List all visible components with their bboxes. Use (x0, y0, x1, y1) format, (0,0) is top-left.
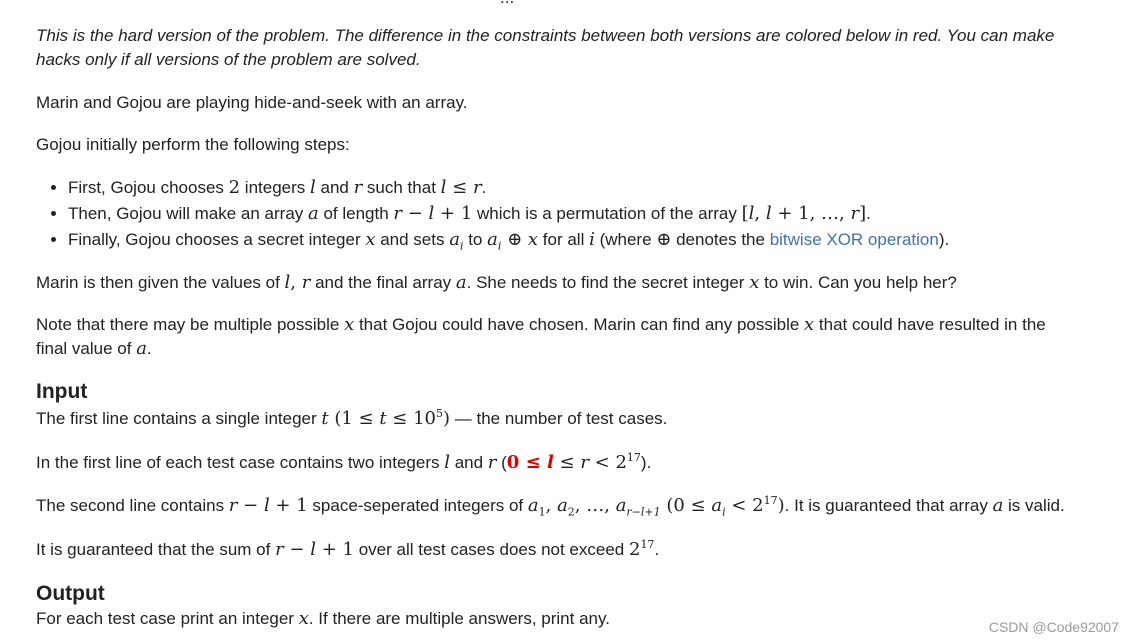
header-fragment (500, 0, 720, 4)
legend-line-1: This is the hard version of the problem. The difference in the constraints between both versions are colored below in red. You can make (36, 26, 1055, 45)
bitwise-xor-link[interactable]: bitwise XOR operation (769, 230, 939, 249)
input-section-title: Input (36, 380, 88, 403)
story-paragraph-3: Marin is then given the values of l, r and the final array a. She needs to find the secret integer x to win. Can you help her? (36, 272, 957, 293)
output-line-1: For each test case print an integer x. If there are multiple answers, print any. (36, 608, 610, 629)
input-line-1: The first line contains a single integer t $(1 \le t \le 10^5)$ — the number of test cases. (36, 407, 668, 429)
list-item: • First, Gojou chooses 2 integers l and r such that l ≤ r. (68, 175, 1134, 201)
watermark: CSDN @Code92007 (988, 619, 1119, 635)
steps-list (36, 175, 1134, 253)
input-line-3: The second line contains r − l + 1 space-seperated integers of $a_1$, $a_2$, …, $a_{r-l+1}$ $(0 \le a_i < 2^{17})$. It is guaranteed that array a is valid. (36, 494, 1065, 519)
list-item: • Then, Gojou will make an array a of length r − l + 1 which is a permutation of the array [l, l + 1, …, r]. (68, 201, 1134, 227)
story-paragraph-1: Marin and Gojou are playing hide-and-seek with an array. (36, 93, 468, 112)
input-line-4: It is guaranteed that the sum of r − l + 1 over all test cases does not exceed $2^{17}$. (36, 538, 660, 560)
legend-line-2: hacks only if all versions of the problem are solved. (36, 50, 421, 69)
output-section-title: Output (36, 582, 105, 605)
list-item: • Finally, Gojou chooses a secret integer x and sets $a_i$ to $a_i$ ⊕ x for all i (where ⊕ denotes the bitwise XOR operation). (68, 227, 1134, 253)
input-line-2: In the first line of each test case contains two integers l and r $(0 \le l \le r < 2^{17})$. (36, 451, 652, 473)
story-paragraph-2: Gojou initially perform the following steps: (36, 135, 350, 154)
legend-paragraph (36, 24, 1054, 72)
story-paragraph-4: Note that there may be multiple possible x that Gojou could have chosen. Marin can find any possible x that could have resulted in the final value of a. (36, 314, 1046, 359)
